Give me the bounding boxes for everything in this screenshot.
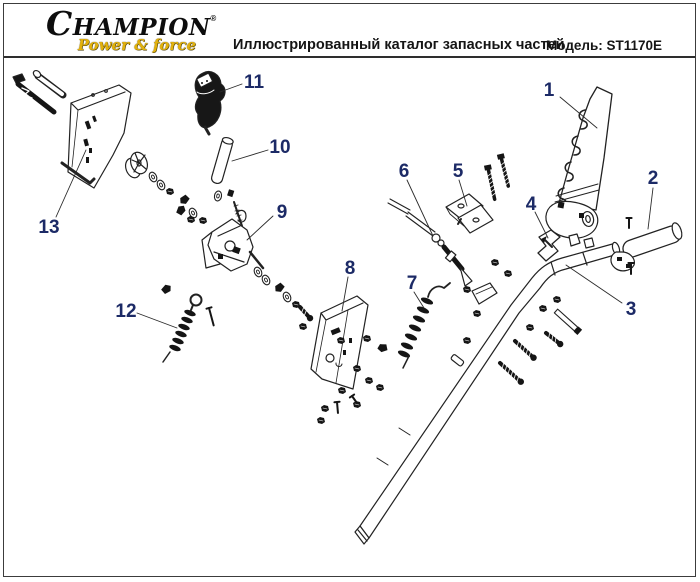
part-3-handle-tube (355, 242, 621, 544)
pivot-pin (32, 69, 63, 95)
callout-number: 2 (647, 168, 659, 189)
part-2-handle-grip (611, 222, 684, 271)
hw-pin (626, 218, 631, 228)
part-4-clip (538, 230, 560, 261)
callout-4 (526, 194, 548, 238)
hw-nut (539, 305, 547, 312)
callout-6 (399, 161, 433, 236)
hw-stud (497, 153, 512, 187)
hw-nut (504, 270, 512, 277)
callout-number: 5 (452, 161, 464, 182)
callout-number: 3 (625, 299, 637, 320)
callout-3 (566, 265, 636, 320)
hw-nut (353, 401, 361, 408)
callout-9 (247, 202, 287, 240)
hw-nut (473, 310, 481, 317)
registered-mark: ® (210, 14, 217, 23)
part-1-speed-selector (546, 87, 612, 248)
hw-nut (321, 405, 329, 412)
callout-number: 6 (398, 161, 410, 182)
hw-claw (377, 342, 389, 354)
hw-washer (148, 171, 159, 183)
hw-nut (317, 417, 325, 424)
callout-number: 11 (243, 72, 265, 93)
hw-bolt (554, 308, 582, 335)
brand-name: CHAMPION (46, 4, 211, 43)
part-11-shift-knob (195, 72, 225, 134)
callout-number: 7 (406, 273, 418, 294)
hw-pin (334, 402, 340, 413)
hw-washer (214, 190, 223, 201)
callout-number: 1 (543, 80, 555, 101)
callout-10 (232, 137, 291, 161)
hw-claw (179, 194, 191, 205)
hw-nut (338, 387, 346, 394)
callout-12 (115, 301, 177, 328)
hw-nut (365, 377, 373, 384)
hw-nut (553, 296, 561, 303)
hw-nut (299, 323, 307, 330)
hw-nut (166, 188, 174, 195)
hw-pin (206, 307, 216, 326)
hw-nut (526, 324, 534, 331)
hw-nut (363, 335, 371, 342)
callout-number: 10 (269, 137, 291, 158)
hw-stud (484, 164, 498, 200)
hardware-layer (148, 153, 634, 424)
hw-nut (187, 216, 195, 223)
hw-nut (463, 286, 471, 293)
hw-screw (544, 330, 565, 348)
hw-nut (376, 384, 384, 391)
part-7-tension-spring (397, 283, 450, 368)
hw-screw (498, 361, 525, 387)
callout-number: 13 (38, 217, 60, 238)
model-label: Модель: ST1170E (546, 38, 663, 53)
hw-claw (160, 284, 171, 295)
hw-nut (463, 337, 471, 344)
part-12-spring (163, 295, 202, 363)
callout-number: 9 (276, 202, 288, 223)
part-5-cable-bracket (446, 194, 493, 233)
hw-screw (298, 305, 315, 323)
star-washer (123, 150, 150, 180)
hw-claw (274, 282, 286, 293)
callout-11 (220, 72, 264, 93)
brand-tagline: Power & force (77, 36, 196, 54)
callout-7 (407, 273, 424, 308)
hw-washer (156, 179, 167, 191)
callout-number: 12 (115, 301, 137, 322)
callout-number: 8 (344, 258, 356, 279)
hw-washer (282, 291, 293, 303)
hw-washer (261, 274, 272, 286)
part-9-shifter-assembly (202, 210, 263, 271)
hw-nut (199, 217, 207, 224)
callout-2 (648, 168, 659, 229)
hw-nut (491, 259, 499, 266)
part-13-mount-panel (62, 85, 131, 188)
callout-number: 4 (525, 194, 537, 215)
hw-screw (513, 339, 538, 363)
catalog-title: Иллюстрированный каталог запасных частей (233, 37, 565, 53)
hw-claw (174, 204, 187, 217)
